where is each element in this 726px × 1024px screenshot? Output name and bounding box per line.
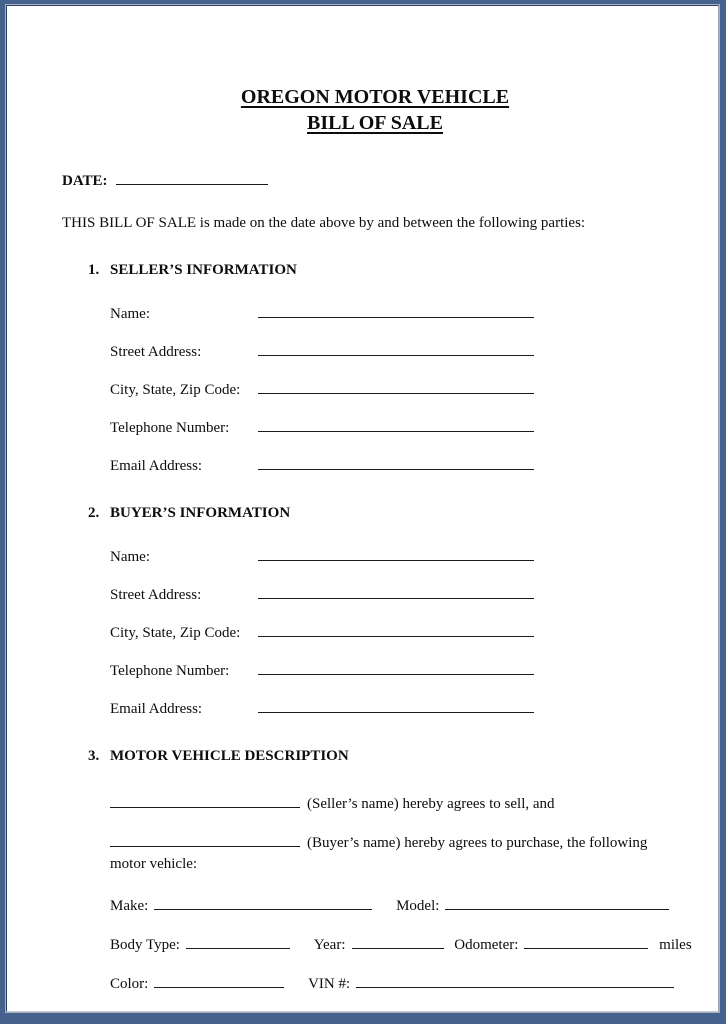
section-2-title: BUYER’S INFORMATION xyxy=(110,505,291,521)
make-fill-line xyxy=(154,895,372,910)
section-2-heading xyxy=(62,503,688,524)
field-row-buyer-city-state-zip xyxy=(110,622,688,644)
buyer-telephone-fill-line xyxy=(258,660,534,675)
field-row-buyer-email xyxy=(110,698,688,720)
field-row-seller-city-state-zip xyxy=(110,379,688,401)
model-fill-line xyxy=(445,895,669,910)
seller-clause xyxy=(110,793,700,815)
buyer-name-clause-fill-line xyxy=(110,832,300,847)
buyer-clause-continuation: motor vehicle: xyxy=(110,856,198,872)
section-buyer-information xyxy=(62,503,688,720)
section-3-heading xyxy=(62,746,688,767)
year-label: Year: xyxy=(313,937,346,953)
section-1-title: SELLER’S INFORMATION xyxy=(110,262,297,278)
seller-fields xyxy=(62,303,688,477)
seller-telephone-label: Telephone Number: xyxy=(110,420,230,436)
vehicle-row-body-year-odometer xyxy=(110,934,692,956)
document-page xyxy=(6,5,719,1012)
title-line-2: BILL OF SALE xyxy=(307,112,443,134)
section-3-title: MOTOR VEHICLE DESCRIPTION xyxy=(110,748,349,764)
field-row-seller-street xyxy=(110,341,688,363)
buyer-street-fill-line xyxy=(258,584,534,599)
seller-name-clause-fill-line xyxy=(110,793,300,808)
buyer-fields xyxy=(62,546,688,720)
seller-clause-text: (Seller’s name) hereby agrees to sell, and xyxy=(307,796,555,812)
date-label: DATE: xyxy=(62,173,108,189)
color-fill-line xyxy=(154,973,284,988)
buyer-clause-text: (Buyer’s name) hereby agrees to purchase, the following xyxy=(307,835,648,851)
date-fill-line xyxy=(116,170,268,185)
buyer-email-label: Email Address: xyxy=(110,701,203,717)
title-line-1: OREGON MOTOR VEHICLE xyxy=(240,86,510,108)
seller-city-state-zip-label: City, State, Zip Code: xyxy=(110,382,241,398)
color-label: Color: xyxy=(110,976,149,992)
make-label: Make: xyxy=(110,898,149,914)
document-title xyxy=(62,84,688,136)
document-content xyxy=(7,6,718,995)
field-row-seller-email xyxy=(110,455,688,477)
vehicle-row-make-model xyxy=(110,895,688,917)
seller-street-fill-line xyxy=(258,341,534,356)
buyer-city-state-zip-label: City, State, Zip Code: xyxy=(110,625,241,641)
vin-label: VIN #: xyxy=(308,976,351,992)
field-row-buyer-street xyxy=(110,584,688,606)
section-3-number: 3. xyxy=(88,748,100,764)
vehicle-row-color-vin xyxy=(110,973,688,995)
body-type-label: Body Type: xyxy=(110,937,180,953)
odometer-fill-line xyxy=(524,934,648,949)
body-type-fill-line xyxy=(186,934,290,949)
seller-name-fill-line xyxy=(258,303,534,318)
field-row-buyer-telephone xyxy=(110,660,688,682)
buyer-street-label: Street Address: xyxy=(110,587,202,603)
seller-street-label: Street Address: xyxy=(110,344,202,360)
seller-email-fill-line xyxy=(258,455,534,470)
section-vehicle-description xyxy=(62,746,692,995)
seller-email-label: Email Address: xyxy=(110,458,203,474)
buyer-telephone-label: Telephone Number: xyxy=(110,663,230,679)
field-row-seller-telephone xyxy=(110,417,688,439)
field-row-seller-name xyxy=(110,303,688,325)
section-2-number: 2. xyxy=(88,505,100,521)
odometer-label: Odometer: xyxy=(454,937,519,953)
date-row xyxy=(62,170,688,192)
seller-name-label: Name: xyxy=(110,306,150,322)
miles-suffix: miles xyxy=(659,937,692,953)
section-1-number: 1. xyxy=(88,262,100,278)
section-seller-information xyxy=(62,260,688,477)
section-1-heading xyxy=(62,260,688,281)
intro-text: THIS BILL OF SALE is made on the date above by and between the following parties: xyxy=(62,215,586,231)
year-fill-line xyxy=(352,934,444,949)
field-row-buyer-name xyxy=(110,546,688,568)
buyer-name-fill-line xyxy=(258,546,534,561)
model-label: Model: xyxy=(396,898,440,914)
buyer-clause xyxy=(110,832,700,854)
buyer-email-fill-line xyxy=(258,698,534,713)
seller-city-state-zip-fill-line xyxy=(258,379,534,394)
seller-telephone-fill-line xyxy=(258,417,534,432)
buyer-city-state-zip-fill-line xyxy=(258,622,534,637)
buyer-name-label: Name: xyxy=(110,549,150,565)
vin-fill-line xyxy=(356,973,674,988)
